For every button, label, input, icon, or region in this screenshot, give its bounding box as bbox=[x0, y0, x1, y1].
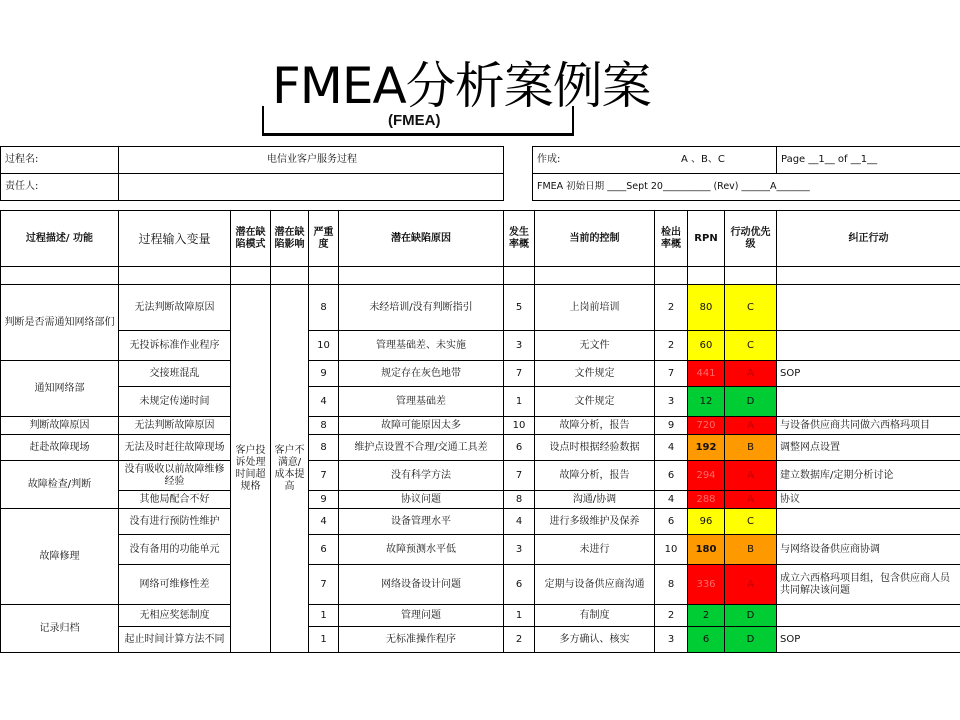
input-cell: 起止时间计算方法不同 bbox=[119, 627, 231, 653]
detection-cell: 2 bbox=[655, 605, 688, 627]
action-cell bbox=[777, 331, 960, 361]
priority-cell: C bbox=[725, 285, 777, 331]
priority-cell: A bbox=[725, 417, 777, 435]
fmea-label: (FMEA) bbox=[388, 112, 441, 129]
action-cell bbox=[777, 285, 960, 331]
action-cell: SOP bbox=[777, 627, 960, 653]
occurrence-cell: 10 bbox=[504, 417, 535, 435]
cause-cell: 设备管理水平 bbox=[339, 509, 504, 535]
control-cell: 故障分析，报告 bbox=[535, 461, 655, 491]
severity-cell: 9 bbox=[309, 491, 339, 509]
table-row bbox=[1, 509, 960, 535]
fmea-table bbox=[0, 210, 960, 653]
info-table bbox=[0, 146, 960, 201]
process-name-value: 电信业客户服务过程 bbox=[119, 147, 504, 174]
input-cell: 无投诉标准作业程序 bbox=[119, 331, 231, 361]
rpn-cell: 2 bbox=[688, 605, 725, 627]
control-cell: 未进行 bbox=[535, 535, 655, 565]
action-cell bbox=[777, 509, 960, 535]
severity-cell: 1 bbox=[309, 627, 339, 653]
input-cell: 无法及时赶往故障现场 bbox=[119, 435, 231, 461]
priority-cell: D bbox=[725, 387, 777, 417]
process-cell: 故障检查/判断 bbox=[1, 461, 119, 509]
rpn-cell: 441 bbox=[688, 361, 725, 387]
cause-cell: 故障可能原因太多 bbox=[339, 417, 504, 435]
priority-cell: C bbox=[725, 509, 777, 535]
header-cause: 潜在缺陷原因 bbox=[339, 211, 504, 267]
input-cell: 无法判断故障原因 bbox=[119, 417, 231, 435]
action-cell bbox=[777, 605, 960, 627]
severity-cell: 9 bbox=[309, 361, 339, 387]
control-cell: 定期与设备供应商沟通 bbox=[535, 565, 655, 605]
start-date: FMEA 初始日期 ____Sept 20__________ (Rev) ______A_______ bbox=[533, 174, 960, 201]
cause-cell: 规定存在灰色地带 bbox=[339, 361, 504, 387]
rpn-cell: 720 bbox=[688, 417, 725, 435]
owner-label: 责任人: bbox=[1, 174, 119, 201]
severity-cell: 4 bbox=[309, 509, 339, 535]
severity-cell: 7 bbox=[309, 565, 339, 605]
detection-cell: 10 bbox=[655, 535, 688, 565]
cause-cell: 网络设备设计问题 bbox=[339, 565, 504, 605]
process-cell: 故障修理 bbox=[1, 509, 119, 605]
severity-cell: 4 bbox=[309, 387, 339, 417]
severity-cell: 1 bbox=[309, 605, 339, 627]
failure-mode-cell: 客户投诉处理时间超规格 bbox=[231, 285, 271, 653]
header-action: 纠正行动 bbox=[777, 211, 960, 267]
rpn-cell: 96 bbox=[688, 509, 725, 535]
severity-cell: 8 bbox=[309, 435, 339, 461]
process-cell: 判断是否需通知网络部们 bbox=[1, 285, 119, 361]
rpn-cell: 288 bbox=[688, 491, 725, 509]
priority-cell: A bbox=[725, 361, 777, 387]
rpn-cell: 80 bbox=[688, 285, 725, 331]
detection-cell: 3 bbox=[655, 627, 688, 653]
priority-cell: D bbox=[725, 605, 777, 627]
occurrence-cell: 1 bbox=[504, 387, 535, 417]
owner-value bbox=[119, 174, 504, 201]
action-cell: 与设备供应商共同做六西格玛项目 bbox=[777, 417, 960, 435]
table-row bbox=[1, 435, 960, 461]
input-cell: 没有备用的功能单元 bbox=[119, 535, 231, 565]
rpn-cell: 60 bbox=[688, 331, 725, 361]
control-cell: 沟通/协调 bbox=[535, 491, 655, 509]
priority-cell: A bbox=[725, 565, 777, 605]
detection-cell: 2 bbox=[655, 285, 688, 331]
process-cell: 记录归档 bbox=[1, 605, 119, 653]
header-control: 当前的控制 bbox=[535, 211, 655, 267]
table-row bbox=[1, 285, 960, 331]
header-detection: 检出率概 bbox=[655, 211, 688, 267]
process-cell: 判断故障原因 bbox=[1, 417, 119, 435]
cause-cell: 协议问题 bbox=[339, 491, 504, 509]
occurrence-cell: 2 bbox=[504, 627, 535, 653]
severity-cell: 7 bbox=[309, 461, 339, 491]
action-cell: 调整网点设置 bbox=[777, 435, 960, 461]
input-cell: 未规定传递时间 bbox=[119, 387, 231, 417]
control-cell: 文件规定 bbox=[535, 361, 655, 387]
severity-cell: 8 bbox=[309, 417, 339, 435]
detection-cell: 6 bbox=[655, 509, 688, 535]
action-cell: 成立六西格玛项目组，包含供应商人员共同解决该问题 bbox=[777, 565, 960, 605]
input-cell: 没有吸收以前故障维修经验 bbox=[119, 461, 231, 491]
cause-cell: 维护点设置不合理/交通工具差 bbox=[339, 435, 504, 461]
severity-cell: 6 bbox=[309, 535, 339, 565]
severity-cell: 8 bbox=[309, 285, 339, 331]
action-cell: SOP bbox=[777, 361, 960, 387]
occurrence-cell: 6 bbox=[504, 565, 535, 605]
table-row bbox=[1, 605, 960, 627]
detection-cell: 8 bbox=[655, 565, 688, 605]
control-cell: 有制度 bbox=[535, 605, 655, 627]
rpn-cell: 294 bbox=[688, 461, 725, 491]
process-cell: 通知网络部 bbox=[1, 361, 119, 417]
detection-cell: 9 bbox=[655, 417, 688, 435]
rpn-cell: 6 bbox=[688, 627, 725, 653]
cause-cell: 没有科学方法 bbox=[339, 461, 504, 491]
input-cell: 无法判断故障原因 bbox=[119, 285, 231, 331]
header-input: 过程输入变量 bbox=[119, 211, 231, 267]
slide-title: FMEA分析案例案 bbox=[272, 57, 651, 115]
author-value: A 、B、C bbox=[681, 154, 725, 165]
cause-cell: 管理基础差、未实施 bbox=[339, 331, 504, 361]
control-cell: 多方确认、核实 bbox=[535, 627, 655, 653]
header-priority: 行动优先级 bbox=[725, 211, 777, 267]
control-cell: 故障分析，报告 bbox=[535, 417, 655, 435]
control-cell: 文件规定 bbox=[535, 387, 655, 417]
table-row bbox=[1, 491, 960, 509]
process-cell: 赶赴故障现场 bbox=[1, 435, 119, 461]
action-cell: 协议 bbox=[777, 491, 960, 509]
cause-cell: 无标准操作程序 bbox=[339, 627, 504, 653]
occurrence-cell: 4 bbox=[504, 509, 535, 535]
table-row bbox=[1, 627, 960, 653]
table-row bbox=[1, 461, 960, 491]
table-row bbox=[1, 417, 960, 435]
input-cell: 没有进行预防性维护 bbox=[119, 509, 231, 535]
occurrence-cell: 8 bbox=[504, 491, 535, 509]
action-cell: 建立数据库/定期分析讨论 bbox=[777, 461, 960, 491]
rpn-cell: 180 bbox=[688, 535, 725, 565]
priority-cell: B bbox=[725, 435, 777, 461]
table-row bbox=[1, 387, 960, 417]
rpn-cell: 336 bbox=[688, 565, 725, 605]
rpn-cell: 12 bbox=[688, 387, 725, 417]
rpn-cell: 192 bbox=[688, 435, 725, 461]
action-cell bbox=[777, 387, 960, 417]
control-cell: 无文件 bbox=[535, 331, 655, 361]
occurrence-cell: 1 bbox=[504, 605, 535, 627]
page-indicator: Page __1__ of __1__ bbox=[777, 147, 960, 174]
author-cell bbox=[533, 147, 777, 174]
header-severity: 严重度 bbox=[309, 211, 339, 267]
detection-cell: 4 bbox=[655, 435, 688, 461]
occurrence-cell: 6 bbox=[504, 435, 535, 461]
priority-cell: A bbox=[725, 491, 777, 509]
action-cell: 与网络设备供应商协调 bbox=[777, 535, 960, 565]
occurrence-cell: 5 bbox=[504, 285, 535, 331]
table-row bbox=[1, 565, 960, 605]
occurrence-cell: 7 bbox=[504, 361, 535, 387]
control-cell: 设点时根据经验数据 bbox=[535, 435, 655, 461]
detection-cell: 6 bbox=[655, 461, 688, 491]
header-failure-effect: 潜在缺陷影响 bbox=[271, 211, 309, 267]
occurrence-cell: 3 bbox=[504, 331, 535, 361]
control-cell: 进行多级维护及保养 bbox=[535, 509, 655, 535]
priority-cell: C bbox=[725, 331, 777, 361]
header-failure-mode: 潜在缺陷模式 bbox=[231, 211, 271, 267]
cause-cell: 管理问题 bbox=[339, 605, 504, 627]
table-row bbox=[1, 535, 960, 565]
cause-cell: 未经培训/没有判断指引 bbox=[339, 285, 504, 331]
input-cell: 网络可维修性差 bbox=[119, 565, 231, 605]
cause-cell: 管理基础差 bbox=[339, 387, 504, 417]
occurrence-cell: 7 bbox=[504, 461, 535, 491]
header-process: 过程描述/ 功能 bbox=[1, 211, 119, 267]
detection-cell: 4 bbox=[655, 491, 688, 509]
detection-cell: 3 bbox=[655, 387, 688, 417]
input-cell: 无相应奖惩制度 bbox=[119, 605, 231, 627]
failure-effect-cell: 客户不满意/成本提高 bbox=[271, 285, 309, 653]
input-cell: 其他局配合不好 bbox=[119, 491, 231, 509]
detection-cell: 7 bbox=[655, 361, 688, 387]
header-occurrence: 发生率概 bbox=[504, 211, 535, 267]
process-name-label: 过程名: bbox=[1, 147, 119, 174]
control-cell: 上岗前培训 bbox=[535, 285, 655, 331]
spacer-row bbox=[1, 267, 960, 285]
author-label: 作成: bbox=[537, 154, 561, 165]
priority-cell: B bbox=[725, 535, 777, 565]
severity-cell: 10 bbox=[309, 331, 339, 361]
detection-cell: 2 bbox=[655, 331, 688, 361]
table-row bbox=[1, 331, 960, 361]
header-rpn: RPN bbox=[688, 211, 725, 267]
input-cell: 交接班混乱 bbox=[119, 361, 231, 387]
priority-cell: D bbox=[725, 627, 777, 653]
cause-cell: 故障预测水平低 bbox=[339, 535, 504, 565]
priority-cell: A bbox=[725, 461, 777, 491]
table-row bbox=[1, 361, 960, 387]
occurrence-cell: 3 bbox=[504, 535, 535, 565]
